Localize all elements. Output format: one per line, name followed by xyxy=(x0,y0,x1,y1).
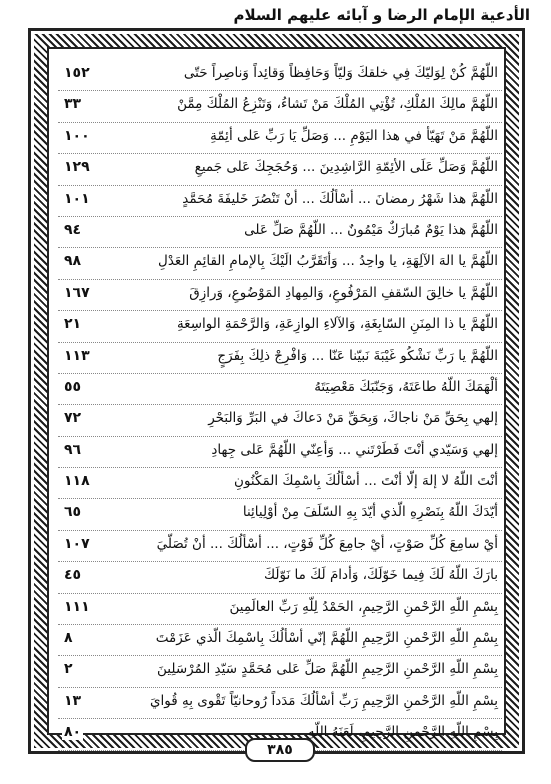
index-entry xyxy=(58,562,502,593)
entry-page-number: ١٦٧ xyxy=(64,284,90,301)
entry-page-number: ٦٥ xyxy=(64,504,82,521)
entry-page-number: ١١٣ xyxy=(64,347,90,364)
index-entry xyxy=(58,437,502,468)
entry-text: اللّهُمَّ وَصَلِّ عَلَى الأئِمّةِ الرَّاشِدِينَ ... وَحُجَجِكَ عَلى جَميعِ xyxy=(194,159,498,176)
index-entry xyxy=(58,374,502,405)
entry-text: بِسْمِ اللّهِ الرَّحْمنِ الرَّحِيمِ، لَعَنَهُ اللّهِ xyxy=(307,724,498,741)
page-number: ٣٨٥ xyxy=(245,738,315,762)
entry-text: اللّهُمَّ يا ذا المِنَنِ السّابِغَةِ، وَالآلاءِ الوازِعَةِ، وَالرَّحْمَةِ الواسِعَةِ xyxy=(176,316,498,333)
entry-text: اللّهُمَّ مَنْ تَهَيّأ في هذا اليَوْمِ ... وَصَلِّ يَا رَبِّ عَلى أئِمّةِ xyxy=(210,127,498,144)
entry-page-number: ٢ xyxy=(64,661,73,678)
index-entry xyxy=(58,217,502,248)
entry-page-number: ٩٤ xyxy=(64,221,82,238)
entry-text: إلهي وَسَيّدي أنْتَ فَطَرْتَني ... وَأعِنّي اللّهُمَّ عَلى جِهادِ xyxy=(211,441,498,458)
index-entry xyxy=(58,60,502,91)
entry-page-number: ١١١ xyxy=(64,598,90,615)
entry-page-number: ٨٠ xyxy=(64,724,82,741)
index-entry xyxy=(58,468,502,499)
entry-text: بِسْمِ اللّهِ الرَّحْمنِ الرَّحِيمِ اللّهُمَّ صَلِّ عَلى مُحَمَّدٍ سَيّدِ المُرْسَلِينَ xyxy=(157,661,498,678)
entry-page-number: ٥٥ xyxy=(64,378,82,395)
index-entry xyxy=(58,405,502,436)
entry-text: اللّهُمَّ يا خالِقَ السّقفِ المَرْفُوعِ، وَالمِهادِ المَوْضُوعِ، وَرازِقَ xyxy=(189,284,498,301)
entry-text: ألْهَمَكَ اللّهُ طاعَتَهُ، وَجَنّبَكَ مَعْصِيَتَهُ xyxy=(314,378,498,395)
entry-text: أنْتَ اللّهُ لا إلهَ إلّا أنْتَ ... أسْألُكَ بِاسْمِكَ المَكْنُونِ xyxy=(234,473,498,490)
index-entry xyxy=(58,499,502,530)
entry-page-number: ٩٨ xyxy=(64,253,82,270)
index-entry xyxy=(58,688,502,719)
index-entry xyxy=(58,343,502,374)
entry-text: اللّهُمَّ كُنْ لِوَليّكَ فِي خلقكَ وَليّاً وَحَافِظاً وَقائِداً وَناصِراً حَتّى xyxy=(183,65,498,81)
entry-text: بِسْمِ اللّهِ الرَّحْمنِ الرَّحِيمِ، الحَمْدُ لِلّهِ رَبِّ العالَمِينَ xyxy=(229,598,498,615)
index-entry xyxy=(58,91,502,122)
index-entry xyxy=(58,186,502,217)
entry-text: إلهي بِحَقِّ مَنْ ناجاكَ، وَبِحَقِّ مَنْ دَعاكَ في البَرِّ وَالبَحْرِ xyxy=(208,410,498,427)
entry-page-number: ١٠٧ xyxy=(64,535,90,552)
entry-text: بِسْمِ اللّهِ الرَّحْمنِ الرَّحِيمِ رَبِّ أسْألُكَ مَدَداً رُوحانيّاً تَقْوى بِهِ قُوايَ xyxy=(149,692,498,709)
index-list xyxy=(58,60,502,751)
entry-text: اللّهُمَّ هذا يَوْمٌ مُبارَكٌ مَيْمُونٌ ... اللّهُمَّ صَلِّ عَلى xyxy=(244,221,498,238)
index-entry xyxy=(58,154,502,185)
entry-text: اللّهُمَّ يا رَبِّ نَشْكُو غَيْبَةَ نَبيّنا عَنّا ... وَافْرِجْ ذلِكَ بِفَرَجٍ xyxy=(217,347,498,364)
entry-page-number: ١١٨ xyxy=(64,473,90,490)
index-entry xyxy=(58,123,502,154)
running-header: الأدعية الإمام الرضا و آبائه عليهم السلام xyxy=(233,6,530,24)
index-entry xyxy=(58,248,502,279)
entry-text: بارَكَ اللّهُ لَكَ فِيما خَوّلَكَ، وَأدامَ لَكَ ما نَوّلَكَ xyxy=(264,567,498,584)
entry-page-number: ٩٦ xyxy=(64,441,82,458)
entry-page-number: ١٠١ xyxy=(64,190,90,207)
entry-text: أيْ سامِعَ كُلِّ صَوْتٍ، أيْ جامِعَ كُلِّ فَوْتٍ، ... أسْألُكَ ... أنْ تُصَلّيَ xyxy=(156,535,498,552)
entry-page-number: ٤٥ xyxy=(64,567,82,584)
index-entry xyxy=(58,656,502,687)
entry-page-number: ١٢٩ xyxy=(64,159,90,176)
entry-page-number: ١٠٠ xyxy=(64,127,90,144)
entry-page-number: ٧٢ xyxy=(64,410,82,427)
entry-text: اللّهُمَّ مالِكَ المُلْكِ، تُؤْتِي المُلْكَ مَنْ تَشاءُ، وَتَنْزِعُ المُلْكَ مِمَّنْ xyxy=(177,96,498,113)
entry-page-number: ٢١ xyxy=(64,316,82,333)
entry-text: أيّدَكَ اللّهُ بِنَصْرِهِ الّذي أيّدَ بِهِ السّلَفَ مِنْ أوْلِيائِنا xyxy=(242,504,498,521)
entry-page-number: ٣٣ xyxy=(64,96,82,113)
entry-page-number: ٨ xyxy=(64,630,73,647)
entry-page-number: ١٣ xyxy=(64,692,82,709)
index-entry xyxy=(58,311,502,342)
entry-page-number: ١٥٢ xyxy=(64,65,90,81)
index-entry xyxy=(58,280,502,311)
index-entry xyxy=(58,531,502,562)
entry-text: اللّهُمَّ هذا شَهْرُ رمضانَ ... أسْألُكَ ... أنْ تَنْصُرَ خَليفَةَ مُحَمَّدٍ xyxy=(182,190,498,207)
index-entry xyxy=(58,594,502,625)
index-entry xyxy=(58,625,502,656)
entry-text: بِسْمِ اللّهِ الرَّحْمنِ الرَّحِيمِ اللّهُمَّ إنّي أسْألُكَ بِاسْمِكَ الّذي عَزَمْتَ xyxy=(155,630,498,647)
entry-text: اللّهُمَّ يا الهَ الآلِهَةِ، يا واحِدُ ... وَأتَقَرَّبُ الَيْكَ بِالإمامِ القائِمِ العَدْلِ xyxy=(158,253,498,270)
